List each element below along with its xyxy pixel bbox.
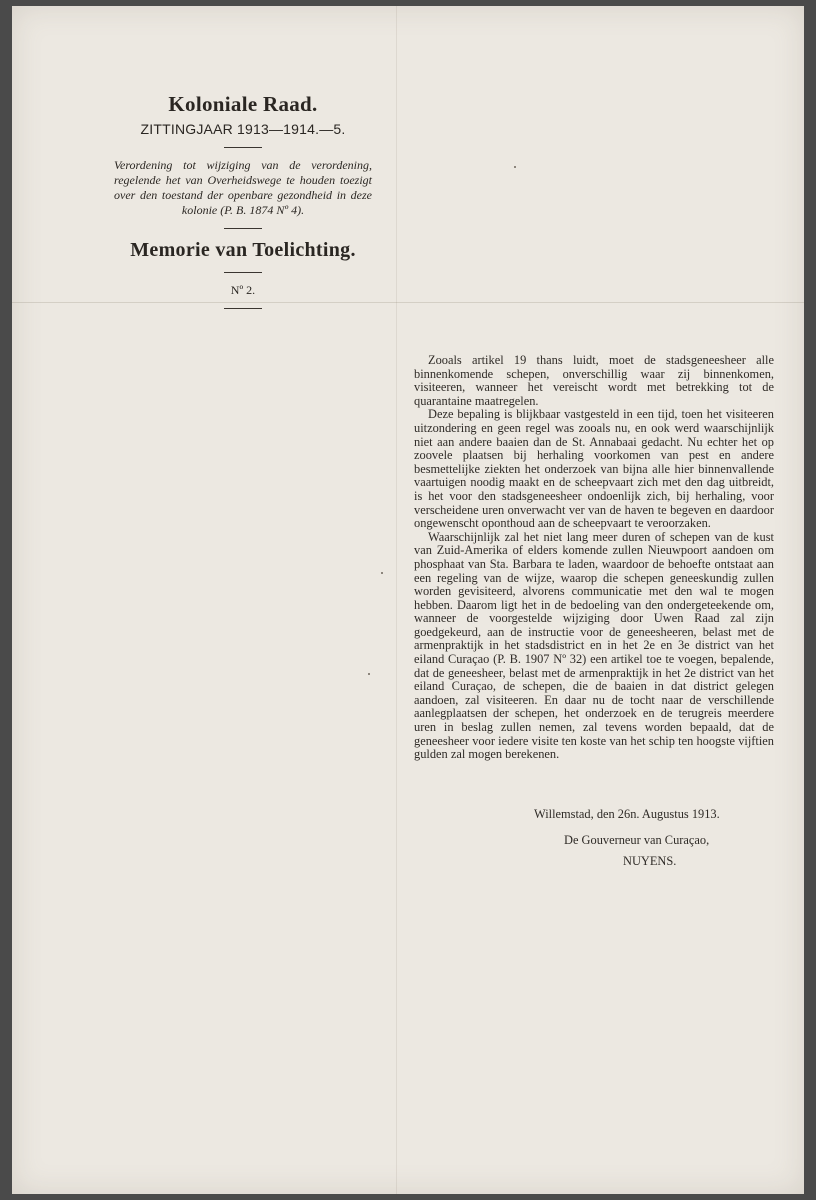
signatory-role: De Gouverneur van Curaçao, <box>564 833 710 847</box>
divider <box>224 308 262 309</box>
council-title: Koloniale Raad. <box>168 92 318 116</box>
place-date: Willemstad, den 26n. Augustus 1913. <box>534 807 720 821</box>
divider <box>224 228 262 229</box>
paper-speck <box>368 673 370 675</box>
document-number: Nº 2. <box>230 283 256 297</box>
paragraph: Waarschijnlijk zal het niet lang meer duren of schepen van de kust van Zuid-Amerika of elders komende zullen Nieuwpoort aandoen om phosphaat van Sta. Barbara te laden, waardoor de behoefte ontstaat aan een regeling van de wijze, waarop die schepen geneeskundig zullen worden gevisiteerd, alvorens communicatie met den wal te mogen hebben. Daarom ligt het in de bedoeling van den ondergeteekende om, wanneer de voorgestelde wijziging door Uwen Raad zal zijn goedgekeurd, aan de instructie voor de geneesheeren, belast met de armenpraktijk in het stadsdistrict en in het 2e en 3e district van het eiland Curaçao (P. B. 1907 Nº 32) een artikel toe te voegen, bepalende, dat de geneesheer, belast met de armenpraktijk in het 2e district van het eiland Curaçao, de schepen, die de baaien in dat district gelegen aandoen, zal visiteeren. En daar nu de tocht naar de verschillende aanlegplaatsen der schepen, het onderzoek en de terugreis meerdere uren in beslag zullen nemen, zal tevens worden bepaald, dat de geneesheer voor iedere visite ten koste van het schip ten hoogste vijftien gulden zal mogen berekenen. <box>414 529 774 762</box>
header-block <box>108 92 378 319</box>
session-year: ZITTINGJAAR 1913—1914.—5. <box>140 121 346 137</box>
body-text <box>414 354 774 762</box>
fold-line-vertical <box>396 6 397 1194</box>
subject-description: Verordening tot wijziging van de verordening, regelende het van Overheidswege te houden toezigt over den toestand der openbare gezondheid in deze kolonie (P. B. 1874 Nº 4). <box>114 158 372 217</box>
paragraph: Zooals artikel 19 thans luidt, moet de stadsgeneesheer alle binnenkomende schepen, onverschillig waar zij binnenkomen, visiteeren, wanneer het vereischt wordt met betrekking tot de quarantaine maatregelen. <box>414 353 774 408</box>
divider <box>224 272 262 273</box>
memo-title: Memorie van Toelichting. <box>130 239 356 261</box>
divider <box>224 147 262 148</box>
signatory-name: NUYENS. <box>623 854 677 868</box>
paper-speck <box>381 572 383 574</box>
paper-speck <box>514 166 516 168</box>
paragraph: Deze bepaling is blijkbaar vastgesteld in een tijd, toen het visiteeren uitzondering en geen regel was zooals nu, en ook werd waarschijnlijk niet aan andere baaien dan de St. Annabaai gedacht. Nu echter het op zoovele plaatsen bij herhaling voorkomen van pest en andere besmettelijke ziekten het onderzoek van bijna alle hier binnenvallende vaartuigen noodig maakt en de scheepvaart zich met den dag uitbreidt, is het voor den stadsgeneesheer ondoenlijk zich, bij herhaling, voor verscheidene uren onverwacht ver van de haven te begeven en daardoor ongewenscht oponthoud aan de scheepvaart te veroorzaken. <box>414 407 774 531</box>
